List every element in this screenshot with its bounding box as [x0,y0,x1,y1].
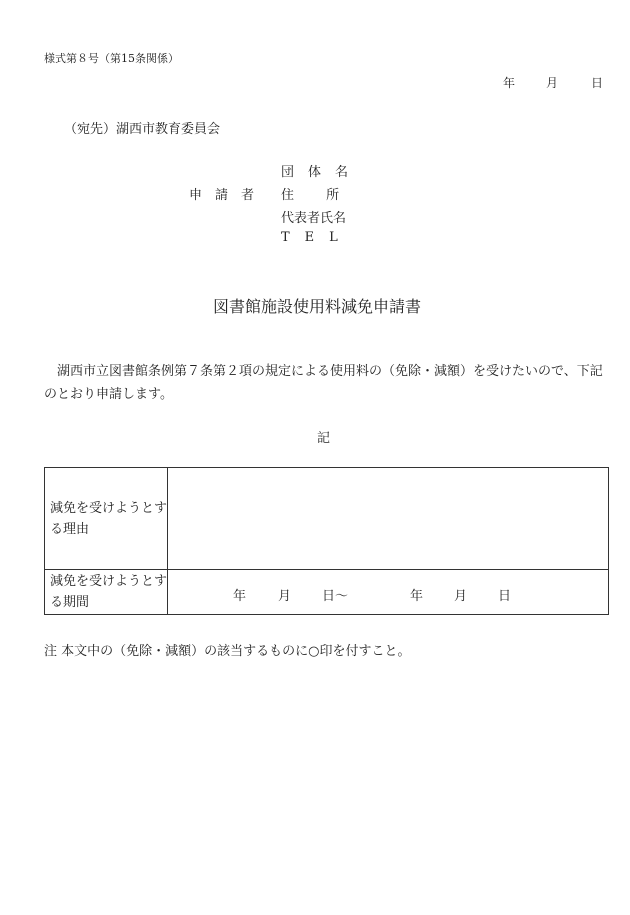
period-end-month: 月 [454,589,468,604]
period-end-year: 年 [410,589,424,604]
ki-heading: 記 [317,431,331,446]
address-label: 住 所 [281,188,354,203]
date-day-label: 日 [591,76,604,90]
reason-label: 減免を受けようとする理由 [45,468,168,570]
representative-name-label: 代表者氏名 [281,211,347,226]
date-year-label: 年 [503,76,516,90]
body-text [44,360,610,406]
body-text-content: 湖西市立図書館条例第７条第２項の規定による使用料の（免除・減額）を受けたいので、下記のとおり申請します。 [44,364,603,402]
form-number: 様式第８号（第15条関係） [44,52,179,65]
period-row [45,570,609,615]
applicant-label: 申請者 [189,188,268,203]
period-label: 減免を受けようとする期間 [45,570,168,615]
period-start-year: 年 [233,589,247,604]
reason-field[interactable] [168,468,609,570]
organization-name-label: 団体名 [281,165,363,180]
period-start-day: 日～ [322,589,349,604]
tel-label: TEL [281,230,353,245]
reason-row [45,468,609,570]
note: 注 本文中の（免除・減額）の該当するものに○印を付すこと。 [44,644,411,659]
period-start-month: 月 [278,589,292,604]
period-field[interactable] [168,570,609,615]
period-end-day: 日 [498,589,512,604]
date-month-label: 月 [546,76,559,90]
application-table [44,467,609,615]
document-title: 図書館施設使用料減免申請書 [213,297,422,316]
addressee: （宛先）湖西市教育委員会 [64,122,221,137]
